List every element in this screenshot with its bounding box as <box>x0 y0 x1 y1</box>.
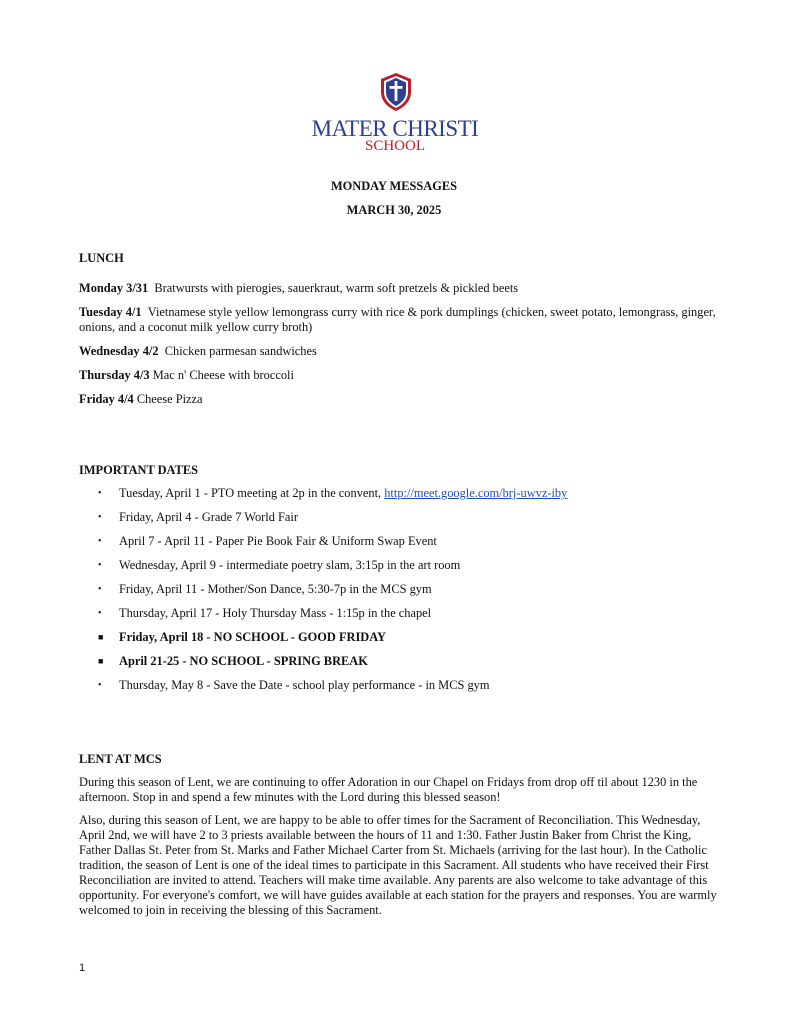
date-text: Thursday, May 8 - Save the Date - school play performance - in MCS gym <box>119 678 490 692</box>
logo-school-name: MATER CHRISTI <box>311 116 479 141</box>
lunch-item-tuesday <box>79 305 719 335</box>
bullet-icon: • <box>98 680 102 691</box>
important-dates-list <box>79 486 567 702</box>
date-text: Friday, April 11 - Mother/Son Dance, 5:30-7p in the MCS gym <box>119 582 432 596</box>
bullet-icon: • <box>98 608 102 619</box>
lunch-day: Monday 3/31 <box>79 281 149 295</box>
school-logo <box>300 72 490 158</box>
lent-heading: LENT AT MCS <box>79 752 162 766</box>
date-text: April 7 - April 11 - Paper Pie Book Fair & Uniform Swap Event <box>119 534 437 548</box>
newsletter-date: MARCH 30, 2025 <box>346 203 442 217</box>
date-text: Tuesday, April 1 - PTO meeting at 2p in the convent, <box>119 486 385 500</box>
lunch-item-monday <box>79 281 719 296</box>
lunch-menu: Vietnamese style yellow lemongrass curry with rice & pork dumplings (chicken, sweet potato, lemongrass, ginger, onions, and a coconut milk yellow curry broth) <box>79 305 716 334</box>
list-item <box>79 606 567 630</box>
meeting-link[interactable]: http://meet.google.com/brj-uwvz-iby <box>384 486 568 500</box>
square-bullet-icon: ■ <box>98 656 104 666</box>
bullet-icon: • <box>98 512 102 523</box>
lunch-item-wednesday <box>79 344 719 359</box>
lunch-day: Friday 4/4 <box>79 392 134 406</box>
logo-school-word: SCHOOL <box>364 138 425 154</box>
lunch-item-friday <box>79 392 719 407</box>
bullet-icon: • <box>98 560 102 571</box>
bullet-icon: • <box>98 584 102 595</box>
shield-cross-icon <box>380 72 412 112</box>
lunch-heading: LUNCH <box>79 251 124 265</box>
list-item <box>79 486 567 510</box>
lunch-item-thursday <box>79 368 719 383</box>
date-text: April 21-25 - NO SCHOOL - SPRING BREAK <box>119 654 368 668</box>
newsletter-title: MONDAY MESSAGES <box>330 179 458 193</box>
list-item <box>79 558 567 582</box>
list-item <box>79 510 567 534</box>
bullet-icon: • <box>98 488 102 499</box>
lunch-menu: Cheese Pizza <box>136 392 203 406</box>
list-item <box>79 534 567 558</box>
list-item <box>79 654 567 678</box>
lunch-day: Wednesday 4/2 <box>79 344 159 358</box>
important-dates-heading: IMPORTANT DATES <box>79 463 199 477</box>
list-item <box>79 678 567 702</box>
date-text: Friday, April 18 - NO SCHOOL - GOOD FRIDAY <box>119 630 386 644</box>
date-text: Wednesday, April 9 - intermediate poetry slam, 3:15p in the art room <box>119 558 461 572</box>
list-item <box>79 582 567 606</box>
bullet-icon: • <box>98 536 102 547</box>
page-number: 1 <box>79 962 86 974</box>
lunch-menu: Chicken parmesan sandwiches <box>164 344 317 358</box>
lent-paragraph-adoration: During this season of Lent, we are continuing to offer Adoration in our Chapel on Fridays from drop off til about 1230 in the afternoon. Stop in and spend a few minutes with the Lord during this blessed season! <box>79 775 698 804</box>
date-text: Friday, April 4 - Grade 7 World Fair <box>119 510 298 524</box>
date-text: Thursday, April 17 - Holy Thursday Mass - 1:15p in the chapel <box>119 606 432 620</box>
lent-paragraph-reconciliation: Also, during this season of Lent, we are happy to be able to offer times for the Sacrament of Reconciliation. This Wednesday, April 2nd, we will have 2 to 3 priests available between the hours of 11 and 1:30. Father Justin Baker from Christ the King, Father Dallas St. Peter from St. Marks and Father Michael Carter from St. Michaels (arriving for the last hour). In the Catholic tradition, the season of Lent is one of the ideal times to participate in this Sacrament. All students who have received their First Reconciliation are invited to attend. Teachers will make time available. Any parents are also welcome to take advantage of this opportunity. For everyone's comfort, we will have guides available at each station for the prayers and responses. You are warmly welcomed to join in receiving the blessing of this Sacrament. <box>79 813 717 917</box>
lunch-day: Thursday 4/3 <box>79 368 150 382</box>
square-bullet-icon: ■ <box>98 632 104 642</box>
list-item <box>79 630 567 654</box>
lunch-day: Tuesday 4/1 <box>79 305 142 319</box>
lunch-menu: Mac n' Cheese with broccoli <box>152 368 294 382</box>
lunch-menu: Bratwursts with pierogies, sauerkraut, warm soft pretzels & pickled beets <box>154 281 519 295</box>
